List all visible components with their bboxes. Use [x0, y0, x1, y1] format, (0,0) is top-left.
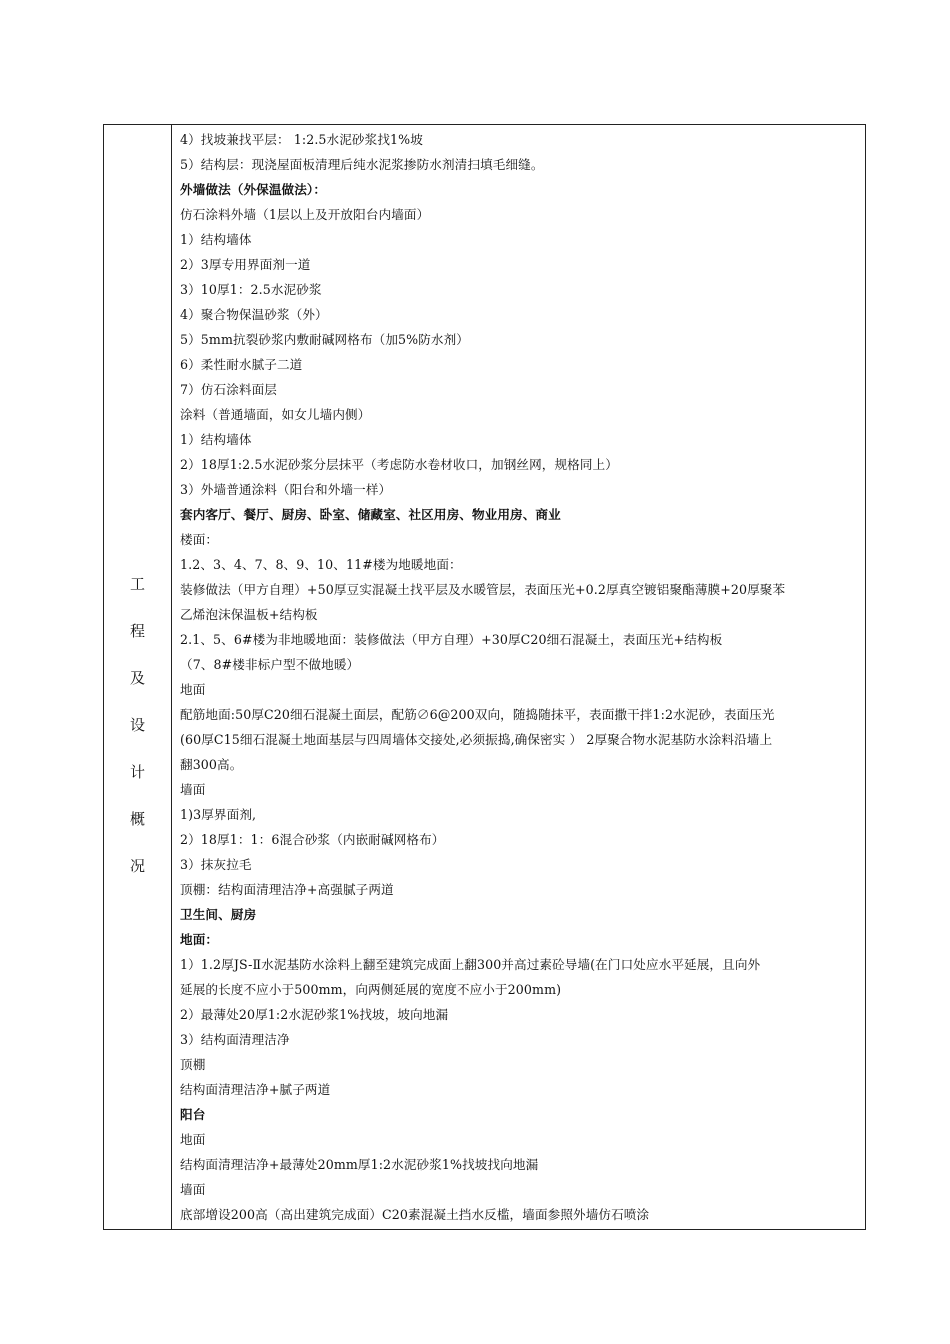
- section-heading: 卫生间、厨房: [180, 907, 257, 922]
- spec-line: 地面: [180, 1132, 206, 1147]
- spec-line: 翻300高。: [180, 757, 243, 772]
- spec-line: 2）18厚1:2.5水泥砂浆分层抹平（考虑防水卷材收口，加钢丝网，规格同上）: [180, 457, 618, 472]
- spec-line: 乙烯泡沫保温板+结构板: [180, 607, 318, 622]
- side-label-char: 况: [129, 857, 145, 875]
- spec-line: 1）1.2厚JS-Ⅱ水泥基防水涂料上翻至建筑完成面上翻300并高过素砼导墙(在门口处应水平延展，且向外: [180, 957, 761, 972]
- spec-line: 结构面清理洁净+腻子两道: [180, 1082, 331, 1097]
- spec-line: 7）仿石涂料面层: [180, 382, 277, 397]
- side-label-char: 设: [129, 716, 145, 734]
- spec-line: 楼面：: [180, 532, 219, 547]
- spec-line: 3）外墙普通涂料（阳台和外墙一样）: [180, 482, 392, 497]
- spec-line: 涂料（普通墙面，如女儿墙内侧）: [180, 407, 371, 422]
- spec-line: 1）结构墙体: [180, 432, 252, 447]
- side-label-char: 工: [129, 575, 145, 593]
- spec-line: 装修做法（甲方自理）+50厚豆实混凝土找平层及水暖管层，表面压光+0.2厚真空镀铝聚酯薄膜+20厚聚苯: [180, 582, 786, 597]
- spec-line: 1.2、3、4、7、8、9、10、11#楼为地暖地面：: [180, 557, 462, 572]
- column-divider: [171, 125, 172, 1229]
- spec-line: (60厚C15细石混凝土地面基层与四周墙体交接处,必须振捣,确保密实 ） 2厚聚合物水泥基防水涂料沿墙上: [180, 732, 773, 747]
- spec-line: 6）柔性耐水腻子二道: [180, 357, 303, 372]
- spec-line: 4）找坡兼找平层： 1:2.5水泥砂浆找1%坡: [180, 132, 423, 147]
- spec-line: 1)3厚界面剂,: [180, 807, 257, 822]
- section-heading: 外墙做法（外保温做法）：: [180, 182, 327, 197]
- side-label-char: 概: [129, 810, 145, 828]
- spec-line: 底部增设200高（高出建筑完成面）C20素混凝土挡水反槛，墙面参照外墙仿石喷涂: [180, 1207, 650, 1222]
- side-label-char: 及: [129, 669, 145, 687]
- spec-line: 顶棚：结构面清理洁净+高强腻子两道: [180, 882, 394, 897]
- spec-line: 2）3厚专用界面剂一道: [180, 257, 311, 272]
- spec-line: 墙面: [180, 782, 206, 797]
- spec-line: 3）结构面清理洁净: [180, 1032, 290, 1047]
- spec-line: 地面: [180, 682, 206, 697]
- spec-line: 3）抹灰拉毛: [180, 857, 252, 872]
- spec-line: 5）结构层：现浇屋面板清理后纯水泥浆掺防水剂清扫填毛细缝。: [180, 157, 544, 172]
- side-label-char: 计: [129, 763, 145, 781]
- section-heading: 地面：: [180, 932, 219, 947]
- spec-line: 结构面清理洁净+最薄处20mm厚1:2水泥砂浆1%找坡找向地漏: [180, 1157, 539, 1172]
- spec-line: 5）5mm抗裂砂浆内敷耐碱网格布（加5%防水剂）: [180, 332, 469, 347]
- section-heading: 阳台: [180, 1107, 206, 1122]
- spec-line: 仿石涂料外墙（1层以上及开放阳台内墙面）: [180, 207, 430, 222]
- side-label-column: [104, 125, 171, 1229]
- side-label-char: 程: [129, 622, 145, 640]
- spec-line: 4）聚合物保温砂浆（外）: [180, 307, 328, 322]
- section-heading: 套内客厅、餐厅、厨房、卧室、储藏室、社区用房、物业用房、商业: [180, 507, 561, 522]
- spec-line: 配筋地面:50厚C20细石混凝土面层，配筋∅6@200双向，随捣随抹平，表面撒干拌1:2水泥砂，表面压光: [180, 707, 775, 722]
- spec-line: （7、8#楼非标户型不做地暖）: [180, 657, 360, 672]
- spec-line: 2.1、5、6#楼为非地暖地面：装修做法（甲方自理）+30厚C20细石混凝土，表面压光+结构板: [180, 632, 723, 647]
- spec-line: 墙面: [180, 1182, 206, 1197]
- spec-line: 延展的长度不应小于500mm，向两侧延展的宽度不应小于200mm): [180, 982, 562, 997]
- spec-line: 2）最薄处20厚1:2水泥砂浆1%找坡，坡向地漏: [180, 1007, 449, 1022]
- spec-line: 顶棚: [180, 1057, 206, 1072]
- spec-line: 2）18厚1：1：6混合砂浆（内嵌耐碱网格布）: [180, 832, 445, 847]
- spec-line: 1）结构墙体: [180, 232, 252, 247]
- spec-content: [180, 127, 864, 1227]
- spec-table: [103, 124, 866, 1230]
- spec-line: 3）10厚1：2.5水泥砂浆: [180, 282, 322, 297]
